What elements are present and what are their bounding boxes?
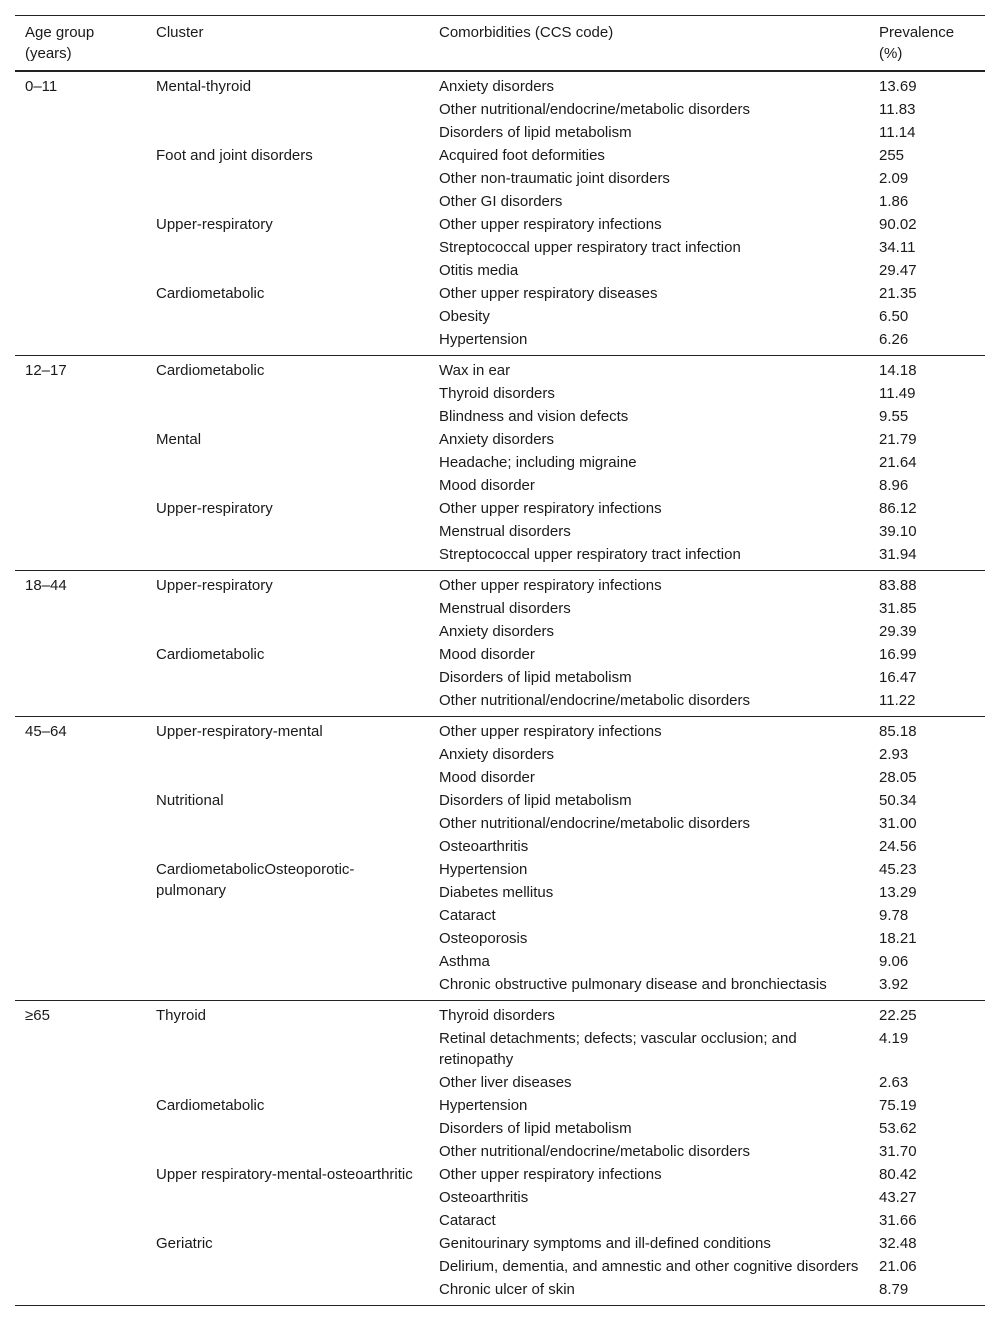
comorbidity-cell: Retinal detachments; defects; vascular occlusion; and retinopathy [439, 1030, 797, 1068]
comorbidity-cell: Other non-traumatic joint disorders [439, 170, 670, 187]
comorbidity-cell: Other upper respiratory infections [439, 577, 662, 594]
prevalence-cell: 255 [879, 147, 905, 164]
comorbidity-cell: Cataract [439, 907, 496, 924]
age-group-cell: 0–11 [25, 78, 58, 95]
prevalence-cell: 2.63 [879, 1074, 909, 1091]
prevalence-cell: 31.85 [879, 600, 917, 617]
comorbidity-cell: Anxiety disorders [439, 746, 555, 763]
comorbidity-cell: Genitourinary symptoms and ill-defined conditions [439, 1235, 771, 1252]
table-row [15, 789, 985, 812]
prevalence-cell: 8.79 [879, 1281, 909, 1298]
age-group-cell: 45–64 [25, 723, 67, 740]
prevalence-cell: 8.96 [879, 477, 909, 494]
cluster-cell: Upper-respiratory [156, 216, 273, 233]
comorbidity-cell: Mood disorder [439, 769, 535, 786]
age-group-cell: ≥65 [25, 1007, 50, 1024]
comorbidity-cell: Thyroid disorders [439, 1007, 555, 1024]
prevalence-cell: 4.19 [879, 1030, 909, 1047]
comorbidity-cell: Osteoarthritis [439, 838, 529, 855]
comorbidity-cell: Other nutritional/endocrine/metabolic disorders [439, 1143, 750, 1160]
comorbidity-cell: Other upper respiratory infections [439, 723, 662, 740]
table-row [15, 1232, 985, 1255]
age-group-cell: 18–44 [25, 577, 67, 594]
comorbidity-cell: Other upper respiratory infections [439, 1166, 662, 1183]
table-row [15, 717, 985, 744]
comorbidity-cell: Acquired foot deformities [439, 147, 605, 164]
comorbidity-cell: Other GI disorders [439, 193, 563, 210]
comorbidity-cell: Chronic obstructive pulmonary disease and bronchiectasis [439, 976, 827, 993]
prevalence-cell: 50.34 [879, 792, 917, 809]
table-row [15, 497, 985, 520]
comorbidity-cell: Obesity [439, 308, 490, 325]
comorbidity-cell: Disorders of lipid metabolism [439, 1120, 632, 1137]
table-row [15, 213, 985, 236]
comorbidity-cell: Osteoarthritis [439, 1189, 529, 1206]
comorbidity-cell: Disorders of lipid metabolism [439, 124, 632, 141]
comorbidity-cell: Hypertension [439, 331, 528, 348]
table-body [15, 71, 985, 1306]
comorbidity-cell: Menstrual disorders [439, 600, 571, 617]
prevalence-cell: 21.35 [879, 285, 917, 302]
prevalence-cell: 80.42 [879, 1166, 917, 1183]
prevalence-cell: 28.05 [879, 769, 917, 786]
prevalence-cell: 14.18 [879, 362, 917, 379]
prevalence-cell: 43.27 [879, 1189, 917, 1206]
comorbidity-cell: Wax in ear [439, 362, 511, 379]
cluster-cell: Cardiometabolic [156, 362, 265, 379]
cluster-cell: Upper-respiratory-mental [156, 723, 323, 740]
prevalence-cell: 6.26 [879, 331, 909, 348]
comorbidity-cell: Headache; including migraine [439, 454, 637, 471]
comorbidity-cell: Mood disorder [439, 477, 535, 494]
prevalence-cell: 11.83 [879, 101, 916, 118]
cluster-cell: CardiometabolicOsteoporotic-pulmonary [156, 861, 355, 899]
prevalence-cell: 9.55 [879, 408, 909, 425]
prevalence-cell: 39.10 [879, 523, 917, 540]
comorbidity-cell: Otitis media [439, 262, 519, 279]
comorbidity-cell: Anxiety disorders [439, 78, 555, 95]
comorbidity-cell: Other upper respiratory infections [439, 216, 662, 233]
prevalence-cell: 21.79 [879, 431, 917, 448]
comorbidity-cell: Hypertension [439, 1097, 528, 1114]
cluster-cell: Thyroid [156, 1007, 207, 1024]
comorbidity-cell: Disorders of lipid metabolism [439, 669, 632, 686]
prevalence-cell: 75.19 [879, 1097, 917, 1114]
cluster-cell: Cardiometabolic [156, 285, 265, 302]
prevalence-cell: 2.93 [879, 746, 909, 763]
comorbidity-cell: Hypertension [439, 861, 528, 878]
prevalence-cell: 9.78 [879, 907, 909, 924]
comorbidity-cell: Other upper respiratory infections [439, 500, 662, 517]
prevalence-cell: 6.50 [879, 308, 909, 325]
prevalence-cell: 13.29 [879, 884, 917, 901]
prevalence-cell: 11.14 [879, 124, 916, 141]
table-row [15, 643, 985, 666]
prevalence-cell: 34.11 [879, 239, 916, 256]
comorbidity-cell: Chronic ulcer of skin [439, 1281, 575, 1298]
prevalence-cell: 45.23 [879, 861, 917, 878]
comorbidity-cell: Other nutritional/endocrine/metabolic disorders [439, 692, 750, 709]
table-row [15, 428, 985, 451]
comorbidity-cell: Anxiety disorders [439, 431, 555, 448]
comorbidity-cell: Streptococcal upper respiratory tract infection [439, 546, 741, 563]
comorbidity-cell: Other upper respiratory diseases [439, 285, 658, 302]
comorbidity-cell: Osteoporosis [439, 930, 528, 947]
prevalence-cell: 16.99 [879, 646, 917, 663]
table-row [15, 571, 985, 598]
comorbidity-cell: Cataract [439, 1212, 496, 1229]
table-row [15, 1001, 985, 1028]
comorbidity-cell: Other liver diseases [439, 1074, 572, 1091]
table-header [15, 16, 985, 72]
prevalence-cell: 29.39 [879, 623, 917, 640]
comorbidity-cell: Other nutritional/endocrine/metabolic disorders [439, 101, 750, 118]
prevalence-cell: 11.22 [879, 692, 916, 709]
comorbidity-cell: Anxiety disorders [439, 623, 555, 640]
prevalence-cell: 2.09 [879, 170, 909, 187]
prevalence-cell: 16.47 [879, 669, 917, 686]
prevalence-cell: 21.64 [879, 454, 917, 471]
cluster-cell: Cardiometabolic [156, 1097, 265, 1114]
comorbidity-cell: Disorders of lipid metabolism [439, 792, 632, 809]
prevalence-cell: 29.47 [879, 262, 917, 279]
cluster-cell: Upper respiratory-mental-osteoarthritic [156, 1166, 413, 1183]
cluster-cell: Foot and joint disorders [156, 147, 313, 164]
age-group-cell: 12–17 [25, 362, 67, 379]
table-row [15, 71, 985, 98]
table-row [15, 356, 985, 383]
comorbidity-cell: Other nutritional/endocrine/metabolic disorders [439, 815, 750, 832]
comorbidity-cell: Menstrual disorders [439, 523, 571, 540]
cluster-cell: Upper-respiratory [156, 577, 273, 594]
prevalence-cell: 3.92 [879, 976, 909, 993]
prevalence-cell: 31.66 [879, 1212, 917, 1229]
comorbidity-cell: Asthma [439, 953, 490, 970]
comorbidity-cell: Blindness and vision defects [439, 408, 629, 425]
cluster-cell: Nutritional [156, 792, 224, 809]
prevalence-cell: 31.00 [879, 815, 917, 832]
prevalence-cell: 31.94 [879, 546, 917, 563]
prevalence-cell: 32.48 [879, 1235, 917, 1252]
header-prevalence: Prevalence (%) [879, 24, 955, 62]
comorbidity-table [15, 15, 985, 1306]
table-row [15, 1163, 985, 1186]
table-row [15, 1094, 985, 1117]
header-age-group: Age group (years) [25, 24, 95, 62]
cluster-cell: Cardiometabolic [156, 646, 265, 663]
cluster-cell: Geriatric [156, 1235, 213, 1252]
prevalence-cell: 18.21 [879, 930, 917, 947]
prevalence-cell: 22.25 [879, 1007, 917, 1024]
table-row [15, 858, 985, 881]
cluster-cell: Mental [156, 431, 202, 448]
prevalence-cell: 83.88 [879, 577, 917, 594]
header-comorbidities: Comorbidities (CCS code) [439, 24, 614, 41]
table-row [15, 144, 985, 167]
prevalence-cell: 13.69 [879, 78, 917, 95]
prevalence-cell: 24.56 [879, 838, 917, 855]
cluster-cell: Mental-thyroid [156, 78, 252, 95]
cluster-cell: Upper-respiratory [156, 500, 273, 517]
header-row [15, 16, 985, 72]
table-row [15, 282, 985, 305]
header-cluster: Cluster [156, 24, 204, 41]
prevalence-cell: 21.06 [879, 1258, 917, 1275]
comorbidity-cell: Mood disorder [439, 646, 535, 663]
prevalence-cell: 90.02 [879, 216, 917, 233]
prevalence-cell: 31.70 [879, 1143, 917, 1160]
prevalence-cell: 9.06 [879, 953, 909, 970]
comorbidity-cell: Diabetes mellitus [439, 884, 554, 901]
prevalence-cell: 53.62 [879, 1120, 917, 1137]
prevalence-cell: 1.86 [879, 193, 909, 210]
prevalence-cell: 85.18 [879, 723, 917, 740]
comorbidity-cell: Streptococcal upper respiratory tract infection [439, 239, 741, 256]
comorbidity-cell: Thyroid disorders [439, 385, 555, 402]
comorbidity-cell: Delirium, dementia, and amnestic and other cognitive disorders [439, 1258, 859, 1275]
prevalence-cell: 11.49 [879, 385, 916, 402]
prevalence-cell: 86.12 [879, 500, 917, 517]
